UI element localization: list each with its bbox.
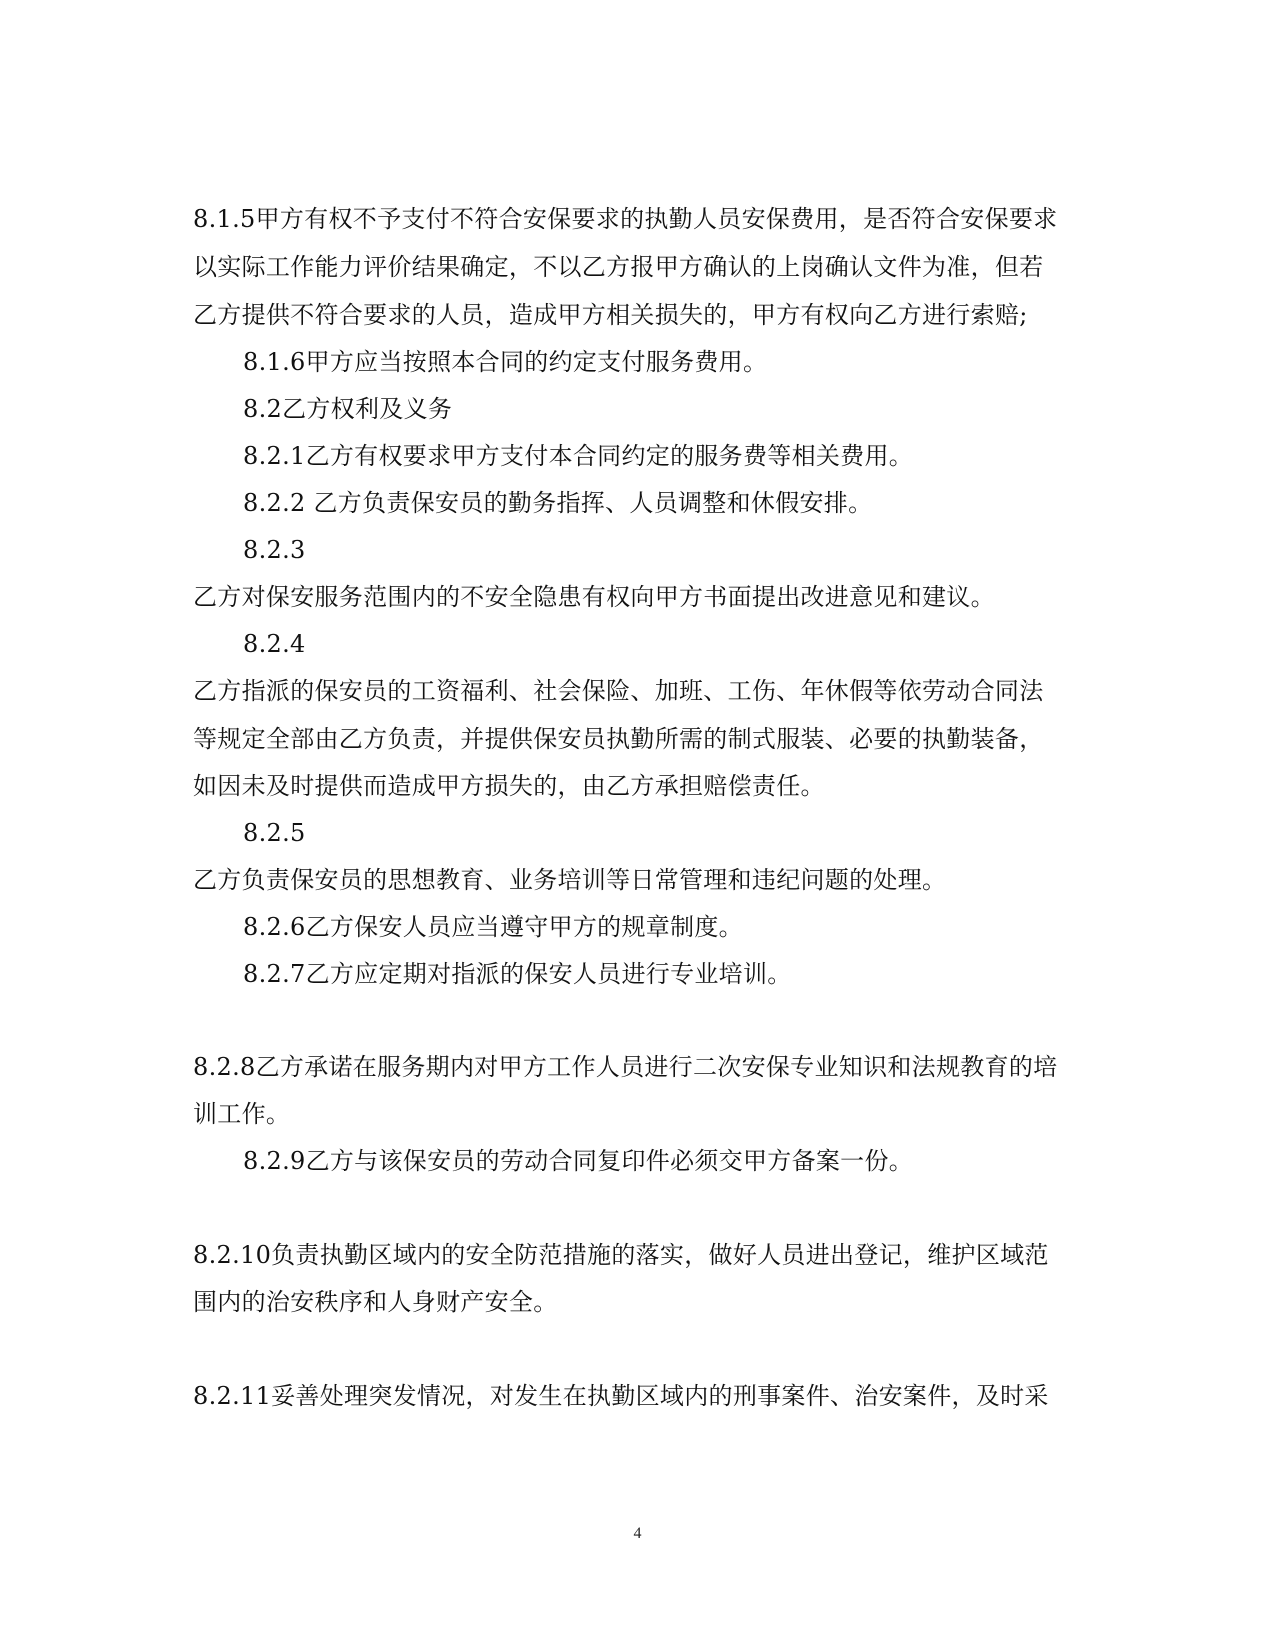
text-line: 乙方负责保安员的思想教育、业务培训等日常管理和违纪问题的处理。 <box>193 866 947 894</box>
text-line: 8.2.8乙方承诺在服务期内对甲方工作人员进行二次安保专业知识和法规教育的培 <box>193 1053 1058 1081</box>
page-number: 4 <box>633 1525 642 1542</box>
text-line: 以实际工作能力评价结果确定，不以乙方报甲方确认的上岗确认文件为准，但若 <box>193 253 1044 281</box>
clause-number: 8.2.5 <box>243 819 306 847</box>
section-heading: 8.2乙方权利及义务 <box>243 395 453 423</box>
text-line: 8.2.9乙方与该保安员的劳动合同复印件必须交甲方备案一份。 <box>243 1147 914 1175</box>
text-line: 8.2.10负责执勤区域内的安全防范措施的落实，做好人员进出登记，维护区域范 <box>193 1241 1049 1269</box>
text-line: 如因未及时提供而造成甲方损失的，由乙方承担赔偿责任。 <box>193 772 825 800</box>
clause-number: 8.2.4 <box>243 630 306 658</box>
clause-number: 8.2.3 <box>243 536 306 564</box>
text-line: 乙方对保安服务范围内的不安全隐患有权向甲方书面提出改进意见和建议。 <box>193 583 995 611</box>
text-line: 8.1.6甲方应当按照本合同的约定支付服务费用。 <box>243 348 768 376</box>
text-line: 8.2.7乙方应定期对指派的保安人员进行专业培训。 <box>243 960 792 988</box>
text-line: 8.2.1乙方有权要求甲方支付本合同约定的服务费等相关费用。 <box>243 442 914 470</box>
text-line: 8.2.11妥善处理突发情况，对发生在执勤区域内的刑事案件、治安案件，及时采 <box>193 1382 1049 1410</box>
text-line: 8.2.6乙方保安人员应当遵守甲方的规章制度。 <box>243 913 743 941</box>
text-line: 乙方指派的保安员的工资福利、社会保险、加班、工伤、年休假等依劳动合同法 <box>193 677 1044 705</box>
text-line: 围内的治安秩序和人身财产安全。 <box>193 1288 558 1316</box>
text-line: 乙方提供不符合要求的人员，造成甲方相关损失的，甲方有权向乙方进行索赔; <box>193 301 1028 329</box>
text-line: 8.1.5甲方有权不予支付不符合安保要求的执勤人员安保费用，是否符合安保要求 <box>193 205 1058 233</box>
text-line: 8.2.2 乙方负责保安员的勤务指挥、人员调整和休假安排。 <box>243 489 873 517</box>
text-line: 等规定全部由乙方负责，并提供保安员执勤所需的制式服装、必要的执勤装备， <box>193 725 1044 753</box>
text-line: 训工作。 <box>193 1100 291 1128</box>
